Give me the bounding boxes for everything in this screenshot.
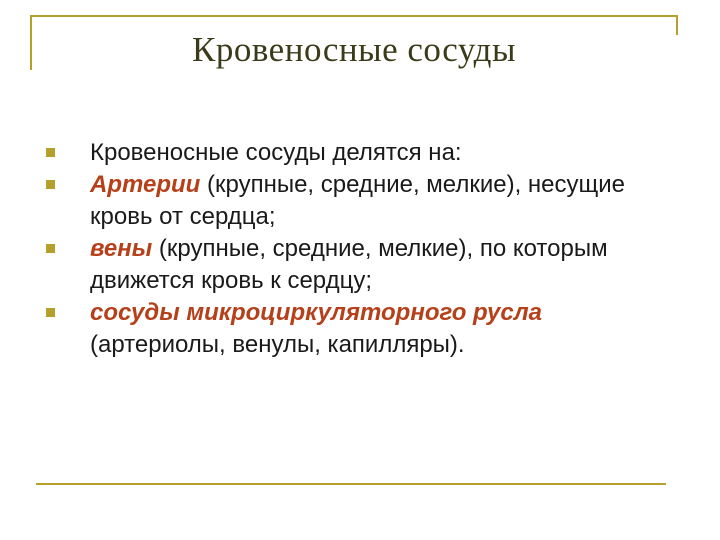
bullet-item-arteries	[40, 169, 680, 233]
frame-bottom-line	[36, 483, 666, 485]
bullet-highlight: сосуды микроциркуляторного русла	[90, 299, 543, 326]
bullet-item-intro	[40, 137, 680, 169]
frame-top-line	[30, 15, 678, 17]
bullet-list	[40, 137, 680, 361]
bullet-highlight: вены	[90, 235, 153, 262]
bullet-text: (крупные, средние, мелкие), по которым движется кровь к сердцу;	[90, 235, 608, 294]
square-bullet-icon	[46, 148, 55, 157]
square-bullet-icon	[46, 180, 55, 189]
slide-title: Кровеносные сосуды	[192, 30, 516, 69]
bullet-text: Кровеносные сосуды делятся на:	[90, 139, 462, 166]
bullet-item-veins	[40, 233, 680, 297]
square-bullet-icon	[46, 244, 55, 253]
bullet-text: (артериолы, венулы, капилляры).	[90, 331, 465, 358]
bullet-highlight: Артерии	[90, 171, 201, 198]
bullet-item-microvessels	[40, 297, 680, 361]
square-bullet-icon	[46, 308, 55, 317]
bullet-text: (крупные, средние, мелкие), несущие кровь от сердца;	[90, 171, 626, 230]
